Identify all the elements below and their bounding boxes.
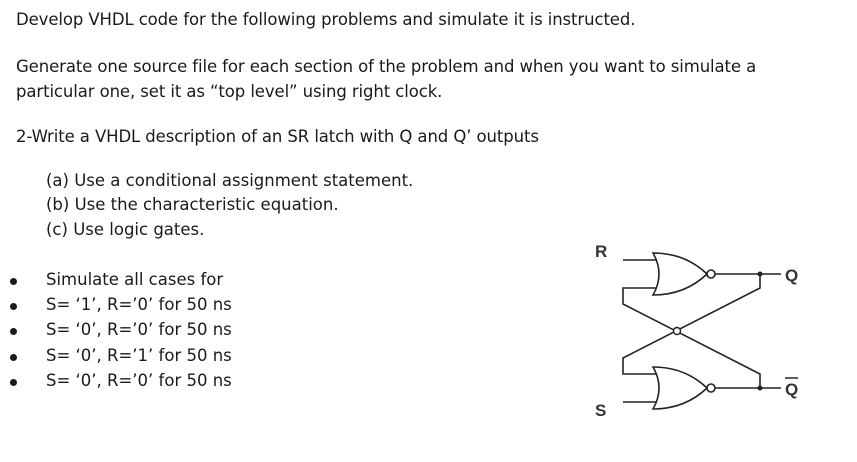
crossover-marker bbox=[674, 328, 681, 335]
s-input-label: S bbox=[595, 401, 607, 420]
q-output-label: Q bbox=[785, 266, 799, 285]
part-c: (c) Use logic gates. bbox=[46, 220, 205, 239]
bottom-nor-gate bbox=[653, 367, 707, 409]
bullet-icon bbox=[10, 278, 17, 285]
q-junction-dot bbox=[758, 272, 763, 277]
problem-statement: 2-Write a VHDL description of an SR latch with Q and Q’ outputs bbox=[16, 127, 539, 146]
part-b: (b) Use the characteristic equation. bbox=[46, 195, 339, 214]
bullet-icon bbox=[10, 303, 17, 310]
instructions-line-1: Generate one source file for each section of the problem and when you want to simulate a bbox=[16, 57, 757, 76]
bullet-icon bbox=[10, 328, 17, 335]
bullet-icon bbox=[10, 379, 17, 386]
part-a: (a) Use a conditional assignment statement. bbox=[46, 171, 414, 190]
bullet-icon bbox=[10, 354, 17, 361]
qbar-output-label: Q bbox=[785, 380, 799, 399]
sr-latch-diagram bbox=[585, 232, 825, 432]
qbar-junction-dot bbox=[758, 386, 763, 391]
instructions-line-2: particular one, set it as “top level” using right clock. bbox=[16, 82, 443, 101]
intro-paragraph: Develop VHDL code for the following problems and simulate it is instructed. bbox=[16, 10, 636, 29]
sr-latch-wiring bbox=[623, 253, 781, 409]
top-nor-bubble bbox=[707, 270, 715, 278]
q-feedback-wire bbox=[623, 274, 760, 374]
qbar-feedback-wire bbox=[623, 288, 760, 388]
bottom-nor-bubble bbox=[707, 384, 715, 392]
top-nor-gate bbox=[653, 253, 707, 295]
r-input-label: R bbox=[595, 242, 608, 261]
